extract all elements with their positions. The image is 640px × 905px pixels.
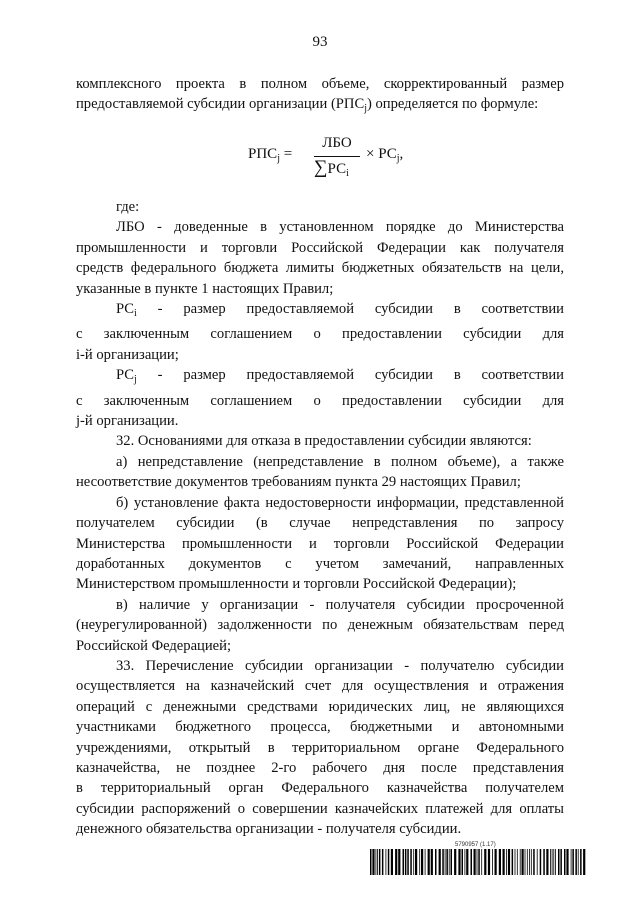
text-line [76, 94, 564, 119]
barcode-bar [379, 849, 381, 875]
text-line: несоответствие документов требованиям пункта 29 настоящих Правил; [76, 474, 521, 491]
text-line: j-й организации. [76, 413, 179, 430]
barcode-bar [454, 849, 456, 875]
barcode-bar [446, 849, 448, 875]
formula-numerator: ЛБО [322, 135, 352, 151]
text-line: с заключенным соглашением о предоставлении субсидии для [76, 326, 564, 343]
text-line: учреждениями, открытый в территориальном органе Федерального [76, 739, 564, 756]
barcode-bar [415, 849, 417, 875]
barcode-bar [572, 849, 574, 875]
barcode-bar [503, 849, 505, 875]
item-a [76, 452, 564, 493]
barcode-bar [419, 849, 420, 875]
barcode-bar [425, 849, 426, 875]
barcode-bar [398, 849, 400, 875]
definition-lbo [76, 217, 564, 299]
formula-lhs [248, 146, 292, 164]
formula-denominator [314, 157, 364, 179]
barcode-bar [550, 849, 551, 875]
barcode-bar [391, 849, 393, 875]
barcode-bar [499, 849, 501, 875]
formula-comma: , [399, 146, 404, 162]
text-line: i-й организации; [76, 346, 179, 363]
barcode-bar [488, 849, 490, 875]
barcode-bar [462, 849, 464, 875]
barcode-bar [575, 849, 577, 875]
page-number: 93 [312, 34, 328, 50]
text-fragment: предоставляемой субсидии организации (РПС [76, 96, 365, 113]
barcode-bar [506, 849, 507, 875]
text-line: указанные в пункте 1 настоящих Правил; [76, 280, 334, 297]
barcode-bar [515, 849, 516, 875]
barcode-bar [421, 849, 423, 875]
barcode-bar [537, 849, 538, 875]
text-line: ЛБО - доведенные в установленном порядке до Министерства [116, 219, 564, 236]
formula-symbol: РПС [248, 146, 278, 162]
body-text [76, 197, 564, 840]
text-fragment: - размер предоставляемой субсидии в соответствии [136, 301, 564, 318]
text-line: средств федерального бюджета лимиты бюджетных обязательств на цели, [76, 260, 564, 277]
barcode-bar [403, 849, 405, 875]
barcode-bar [382, 849, 384, 875]
barcode-bar [388, 849, 390, 875]
text-line: в) наличие у организации - получателя субсидии просроченной [116, 596, 564, 613]
text-line: доработанных документов с учетом замечаний, направленных [76, 555, 564, 572]
text-line [76, 365, 564, 390]
formula-symbol: × РС [366, 146, 397, 162]
barcode-bar [370, 849, 372, 875]
barcode-bar [428, 849, 430, 875]
barcode-bar [543, 849, 545, 875]
text-line: операций с денежными средствами юридических лиц, не являющихся [76, 698, 564, 715]
definition-rcj [76, 365, 564, 431]
formula-equals: = [279, 146, 293, 162]
formula-symbol: РС [327, 161, 347, 177]
barcode-bar [522, 849, 524, 875]
barcode-bar [583, 849, 585, 875]
barcode-bar [478, 849, 480, 875]
barcode-bar [439, 849, 441, 875]
text-line: комплексного проекта в полном объеме, скорректированный размер [76, 76, 564, 92]
barcode-bar [445, 849, 446, 875]
text-line: (неурегулированной) задолженности по денежным обязательствам перед [76, 617, 564, 634]
text-line: с заключенным соглашением о предоставлении субсидии для [76, 392, 564, 409]
subscript: j [134, 374, 137, 386]
barcode-bar [527, 849, 528, 875]
document-code: 5790957 (1.17) [455, 842, 496, 848]
barcode-bar [552, 849, 553, 875]
text-line: а) непредставление (непредставление в полном объеме), а также [116, 453, 564, 470]
barcode-bar [405, 849, 407, 875]
text-line: получателем субсидии (в случае непредставления по запросу [76, 515, 564, 532]
sigma-symbol: ∑ [314, 157, 328, 178]
barcode-bar [449, 849, 450, 875]
barcode-bar [529, 849, 530, 875]
barcode-bar [492, 849, 493, 875]
item-v [76, 595, 564, 656]
subscript: i [346, 168, 349, 179]
barcode-bar [580, 849, 582, 875]
text-line: субсидии распоряжений о совершении казначейских платежей для оплаты [76, 800, 564, 817]
text-line: промышленности и торговли Российской Федерации как получателя [76, 239, 564, 256]
barcode-bar [442, 849, 444, 875]
barcode-bar [520, 849, 521, 875]
barcode-bar [372, 849, 374, 875]
barcode-bar [477, 849, 478, 875]
subscript: i [134, 308, 137, 320]
barcode-bar [525, 849, 526, 875]
barcode-bar [465, 849, 466, 875]
barcode [370, 849, 588, 875]
text-fragment: РС [116, 301, 135, 318]
barcode-bar [564, 849, 566, 875]
barcode-bar [555, 849, 556, 875]
paragraph-32: 32. Основаниями для отказа в предоставлении субсидии являются: [116, 433, 532, 450]
paragraph-33 [76, 656, 564, 840]
barcode-bar [578, 849, 579, 875]
barcode-bar [376, 849, 377, 875]
barcode-bar [558, 849, 560, 875]
barcode-bar [540, 849, 542, 875]
barcode-bar [484, 849, 486, 875]
text-line: Министерством промышленности и торговли Российской Федерации); [76, 576, 517, 593]
subscript: j [396, 153, 400, 164]
intro-paragraph [76, 74, 564, 120]
text-line: 33. Перечисление субсидии организации - получателю субсидии [116, 657, 564, 674]
barcode-bar [377, 849, 378, 875]
barcode-bar [466, 849, 468, 875]
barcode-bar [458, 849, 460, 875]
barcode-bar [395, 849, 397, 875]
barcode-bar [407, 849, 409, 875]
barcode-bar [474, 849, 476, 875]
text-line: казначейства, не позднее 2-го рабочего дня после представления [76, 759, 564, 776]
item-b [76, 493, 564, 595]
barcode-bar [546, 849, 548, 875]
subscript: j [277, 153, 280, 164]
text-line: в территориальный орган Федерального казначейства получателем [76, 780, 564, 797]
barcode-bar [571, 849, 572, 875]
text-fragment: ) определяется по формуле: [366, 96, 539, 113]
barcode-bar [413, 849, 414, 875]
barcode-bar [517, 849, 518, 875]
barcode-bar [531, 849, 532, 875]
barcode-bar [566, 849, 568, 875]
barcode-bar [495, 849, 497, 875]
barcode-bar [431, 849, 433, 875]
formula [248, 135, 408, 183]
barcode-bar [553, 849, 554, 875]
barcode-bar [435, 849, 437, 875]
where-label: где: [116, 199, 140, 215]
barcode-bar [512, 849, 513, 875]
text-fragment: - размер предоставляемой субсидии в соответствии [136, 367, 564, 384]
formula-rhs [366, 146, 403, 164]
barcode-bar [471, 849, 473, 875]
barcode-bar [481, 849, 482, 875]
definition-rci [76, 299, 564, 365]
text-fragment: РС [116, 367, 135, 384]
barcode-bar [386, 849, 387, 875]
subscript: j [364, 103, 367, 115]
barcode-bar [560, 849, 562, 875]
text-line [76, 299, 564, 324]
text-line: б) установление факта недостоверности информации, представленной [116, 494, 564, 511]
text-line: осуществляется на казначейский счет для осуществления и отражения [76, 678, 564, 695]
text-line: Министерства промышленности и торговли Российской Федерации [76, 535, 564, 552]
text-line: денежного обязательства организации - получателя субсидии. [76, 821, 462, 838]
barcode-bar [451, 849, 453, 875]
text-line: участниками бюджетного процесса, бюджетными и автономными [76, 719, 564, 736]
barcode-bar [410, 849, 412, 875]
text-line: Российской Федерацией; [76, 637, 232, 654]
barcode-bar [508, 849, 510, 875]
barcode-bar [533, 849, 535, 875]
